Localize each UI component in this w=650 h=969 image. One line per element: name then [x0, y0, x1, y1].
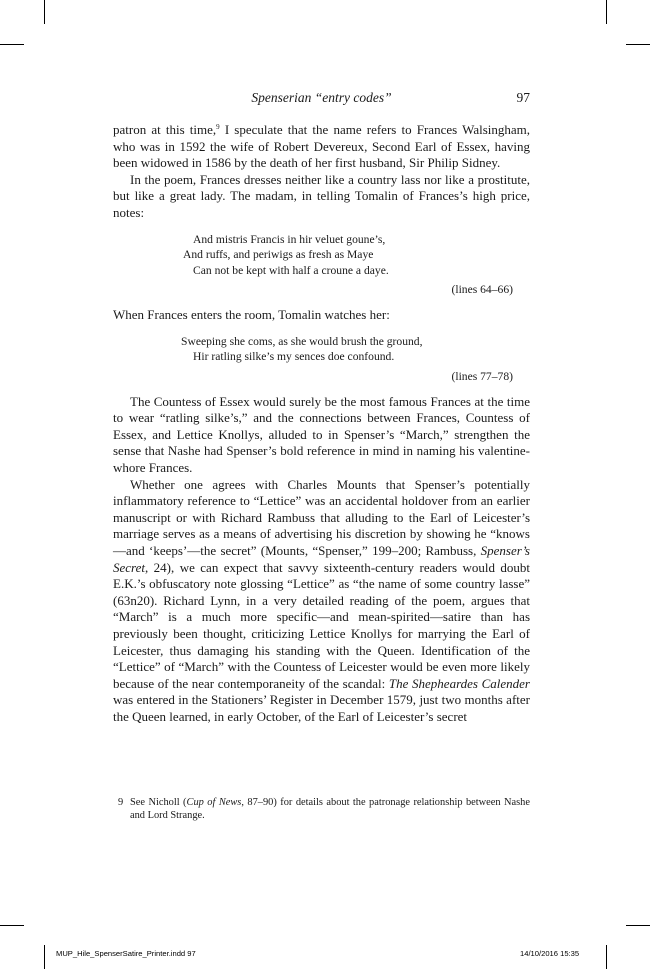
footnote-text-part: , 87–90) for details about the patronage relationship between Nashe and Lord Strange. — [130, 797, 530, 821]
slug-timestamp: 14/10/2016 15:35 — [520, 949, 580, 958]
book-title: Spenser’s Secret — [113, 543, 530, 575]
paragraph-text: patron at this time, — [113, 122, 217, 137]
paragraph-text: Whether one agrees with Charles Mounts that Spenser’s potentially inflammatory reference to “Lettice” was an accidental holdover from an earlier manuscript or with Richard Rambuss that alluding to the Earl of Leicester’s marriage serves as a means of advertising his discretion by showing he “knows—and ‘keeps’—the secret” (Mounts, “Spenser,” 199–200; Rambuss, — [113, 476, 530, 558]
paragraph-text: , 24), we can expect that savvy sixteenth-century readers would doubt E.K.’s obfuscatory note glossing “Lettice” as “the name of some country lasse” (63n20). Richard Lynn, in a very detailed reading of the poem, argues that “March” is a much more specific—and mean-spirited—satire than has previously been thought, criticizing Lettice Knollys for marrying the Earl of Leicester, thus damaging his standing with the Queen. Identification of the “Lettice” of “March” with the Countess of Leicester would be even more likely because of the near contemporaneity of the scandal: — [113, 559, 530, 691]
footnote-text — [113, 796, 530, 822]
crop-mark — [626, 44, 650, 45]
line-reference: (lines 77–78) — [451, 369, 513, 383]
verse-line: Can not be kept with half a croune a daye. — [193, 263, 389, 277]
paragraph: In the poem, Frances dresses neither like a country lass nor like a prostitute, but like a great lady. The madam, in telling Tomalin of Frances’s high price, notes: — [113, 171, 530, 220]
crop-mark — [44, 945, 45, 969]
paragraph: When Frances enters the room, Tomalin watches her: — [113, 307, 390, 323]
crop-mark — [0, 925, 24, 926]
paragraph-text: I speculate that the name refers to Frances Walsingham, who was in 1592 the wife of Robert Devereux, Second Earl of Essex, having been widowed in 1586 by the death of her first husband, Sir Philip Sidney. — [113, 122, 530, 171]
paragraph: The Countess of Essex would surely be the most famous Frances at the time to wear “ratling silke’s,” and the connections between Frances, Countess of Essex, and Lettice Knollys, alluded to in Spenser’s “March,” strengthen the sense that Nashe had Spenser’s bold reference in mind in naming his valentine-whore Frances. — [113, 393, 530, 476]
verse-line: Hir ratling silke’s my sences doe confound. — [193, 350, 395, 364]
verse-line: And mistris Francis in hir veluet goune’s, — [193, 232, 386, 246]
footnote-number: 9 — [118, 797, 124, 808]
verse-quote — [113, 232, 530, 298]
line-reference: (lines 64–66) — [451, 283, 513, 297]
paragraph — [113, 477, 530, 726]
page-number: 97 — [516, 90, 530, 105]
slug-file: MUP_Hile_SpenserSatire_Printer.indd 97 — [56, 949, 196, 958]
crop-mark — [44, 0, 45, 24]
crop-mark — [626, 925, 650, 926]
crop-mark — [606, 945, 607, 969]
book-title: Cup of News — [186, 797, 242, 808]
book-title: The Shepheardes Calender — [388, 675, 530, 691]
crop-mark — [606, 0, 607, 24]
body-text — [113, 122, 530, 726]
footnote-text-part: See Nicholl ( — [130, 797, 187, 808]
paragraph-text: was entered in the Stationers’ Register in December 1579, just two months after the Queen learned, in early October, of the Earl of Leicester’s secret — [113, 692, 530, 724]
running-head — [113, 90, 530, 108]
verse-line: And ruffs, and periwigs as fresh as Maye — [183, 248, 374, 262]
footnote-ref: 9 — [216, 123, 220, 131]
verse-line: Sweeping she coms, as she would brush the ground, — [181, 334, 423, 348]
verse-quote — [113, 334, 530, 384]
running-title: Spenserian “entry codes” — [251, 90, 392, 105]
crop-mark — [0, 44, 24, 45]
paragraph — [113, 122, 530, 172]
footnote — [113, 796, 530, 822]
